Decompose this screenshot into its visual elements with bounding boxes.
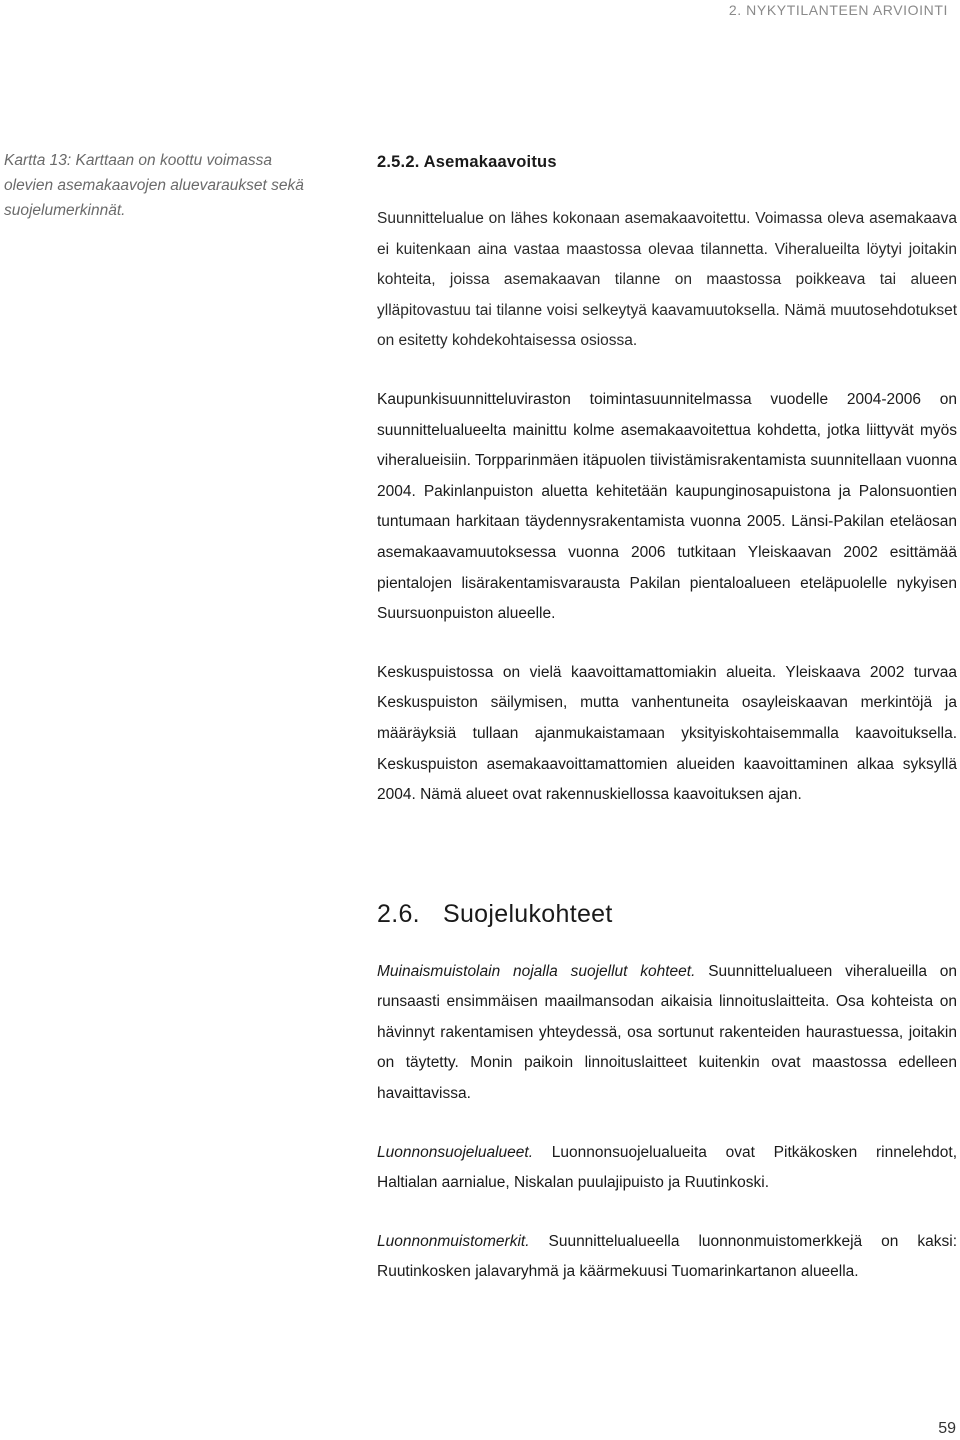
subsection-heading: 2.5.2. Asemakaavoitus — [377, 153, 557, 171]
section-heading — [377, 897, 957, 931]
item-lead: Luonnonsuojelualueet. — [377, 1143, 533, 1161]
item-text: Suunnittelualueen viheralueilla on runsaasti ensimmäisen maailmansodan aikaisia linnoituslaitteita. Osa kohteista on hävinnyt rakentamisen yhteydessä, osa sortunut rakenteiden haurastuessa, joitakin on täytetty. Monin paikoin linnoituslaitteet kuitenkin ovat maastossa edelleen havaittavissa. — [377, 962, 957, 1103]
protection-item — [377, 957, 957, 1110]
paragraph: Suunnittelualue on lähes kokonaan asemakaavoitettu. Voimassa oleva asemakaava ei kuitenkaan aina vastaa maastossa olevaa tilannetta. Viheralueilta löytyi joitakin kohteita, joissa asemakaavan tilanne on maastossa poikkeava tai alueen ylläpitovastuu tai tilanne voisi selkeytyä kaavamuutoksella. Nämä muutosehdotukset on esitetty kohdekohtaisessa osiossa. — [377, 210, 957, 350]
item-text: Luonnonsuojelualueita ovat Pitkäkosken rinnelehdot, Haltialan aarnialue, Niskalan puulajipuisto ja Ruutinkoski. — [377, 1143, 957, 1192]
item-text: Suunnittelualueella luonnonmuistomerkkejä on kaksi: Ruutinkosken jalavaryhmä ja käärmekuusi Tuomarinkartanon alueella. — [377, 1232, 957, 1281]
main-column — [377, 150, 957, 1288]
page-number: 59 — [938, 1420, 956, 1437]
paragraph: Kaupunkisuunnitteluviraston toimintasuunnitelmassa vuodelle 2004-2006 on suunnittelualueelta mainittu kolme asemakaavoitettua kohdetta, jotka liittyvät myös viheralueisiin. Torpparinmäen itäpuolen tiivistämisrakentamista suunnitellaan vuonna 2004. Pakinlanpuiston aluetta kehitetään kaupunginosapuistona ja Palonsuontien tuntumaan harkitaan täydennysrakentamista vuonna 2005. Länsi-Pakilan eteläosan asemakaavamuutoksessa vuonna 2006 tutkitaan Yleiskaavan 2002 esittämää pientalojen lisärakentamisvarausta Pakilan pientaloalueen eteläpuolelle nykyisen Suursuonpuiston alueelle. — [377, 390, 957, 623]
item-lead: Muinaismuistolain nojalla suojellut kohteet. — [377, 962, 696, 980]
running-header: 2. NYKYTILANTEEN ARVIOINTI — [728, 2, 948, 18]
section-number: 2.6. — [377, 899, 420, 928]
map-caption: Kartta 13: Karttaan on koottu voimassa olevien asemakaavojen aluevaraukset sekä suojelumerkinnät. — [4, 152, 304, 219]
protection-item — [377, 1227, 957, 1288]
item-lead: Luonnonmuistomerkit. — [377, 1232, 530, 1250]
paragraph: Keskuspuistossa on vielä kaavoittamattomiakin alueita. Yleiskaava 2002 turvaa Keskuspuiston säilymisen, mutta vanhentuneita osayleiskaavan merkintöjä ja määräyksiä tullaan ajanmukaistamaan yksityiskohtaisemmalla kaavoituksella. Keskuspuiston asemakaavoittamattomien alueiden kaavoittaminen alkaa syksyllä 2004. Nämä alueet ovat rakennuskiellossa kaavoituksen ajan. — [377, 663, 957, 804]
section-title: Suojelukohteet — [443, 899, 613, 928]
protection-item — [377, 1138, 957, 1199]
